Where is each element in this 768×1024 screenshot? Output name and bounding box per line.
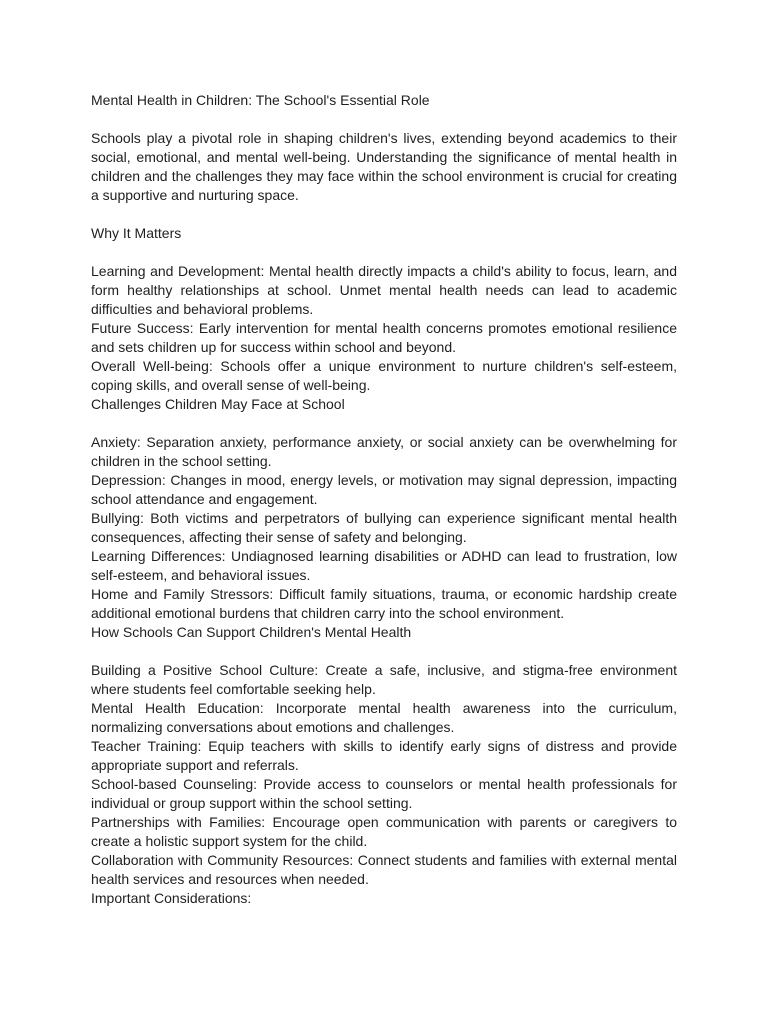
list-item: Learning Differences: Undiagnosed learning disabilities or ADHD can lead to frustration, low self-esteem, and behavioral issues. [91, 548, 677, 583]
list-item: Learning and Development: Mental health directly impacts a child's ability to focus, learn, and form healthy relationships at school. Unmet mental health needs can lead to academic difficulties and behavioral problems. [91, 263, 677, 317]
intro-paragraph: Schools play a pivotal role in shaping children's lives, extending beyond academics to their social, emotional, and mental well-being. Understanding the significance of mental health in children and the challenges they may face within the school environment is crucial for creating a supportive and nurturing space. [91, 130, 677, 203]
section-heading-important-considerations: Important Considerations: [91, 890, 252, 906]
list-item: Bullying: Both victims and perpetrators of bullying can experience significant mental health consequences, affecting their sense of safety and belonging. [91, 510, 677, 545]
list-item: Home and Family Stressors: Difficult family situations, trauma, or economic hardship create additional emotional burdens that children carry into the school environment. [91, 586, 677, 621]
section-heading-why-it-matters: Why It Matters [91, 225, 182, 241]
list-item: Building a Positive School Culture: Create a safe, inclusive, and stigma-free environment where students feel comfortable seeking help. [91, 662, 677, 697]
section-heading-how-schools-support: How Schools Can Support Children's Mental Health [91, 624, 412, 640]
list-item: Future Success: Early intervention for mental health concerns promotes emotional resilience and sets children up for success within school and beyond. [91, 320, 677, 355]
list-item: Collaboration with Community Resources: Connect students and families with external mental health services and resources when needed. [91, 852, 677, 887]
section-heading-challenges: Challenges Children May Face at School [91, 396, 345, 412]
list-item: Teacher Training: Equip teachers with skills to identify early signs of distress and provide appropriate support and referrals. [91, 738, 677, 773]
list-item: Overall Well-being: Schools offer a unique environment to nurture children's self-esteem, coping skills, and overall sense of well-being. [91, 358, 677, 393]
list-item: Partnerships with Families: Encourage open communication with parents or caregivers to create a holistic support system for the child. [91, 814, 677, 849]
list-item: Mental Health Education: Incorporate mental health awareness into the curriculum, normalizing conversations about emotions and challenges. [91, 700, 677, 735]
list-item: School-based Counseling: Provide access to counselors or mental health professionals for individual or group support within the school setting. [91, 776, 677, 811]
document-title: Mental Health in Children: The School's Essential Role [91, 92, 430, 108]
list-item: Depression: Changes in mood, energy levels, or motivation may signal depression, impacting school attendance and engagement. [91, 472, 677, 507]
list-item: Anxiety: Separation anxiety, performance anxiety, or social anxiety can be overwhelming for children in the school setting. [91, 434, 677, 469]
